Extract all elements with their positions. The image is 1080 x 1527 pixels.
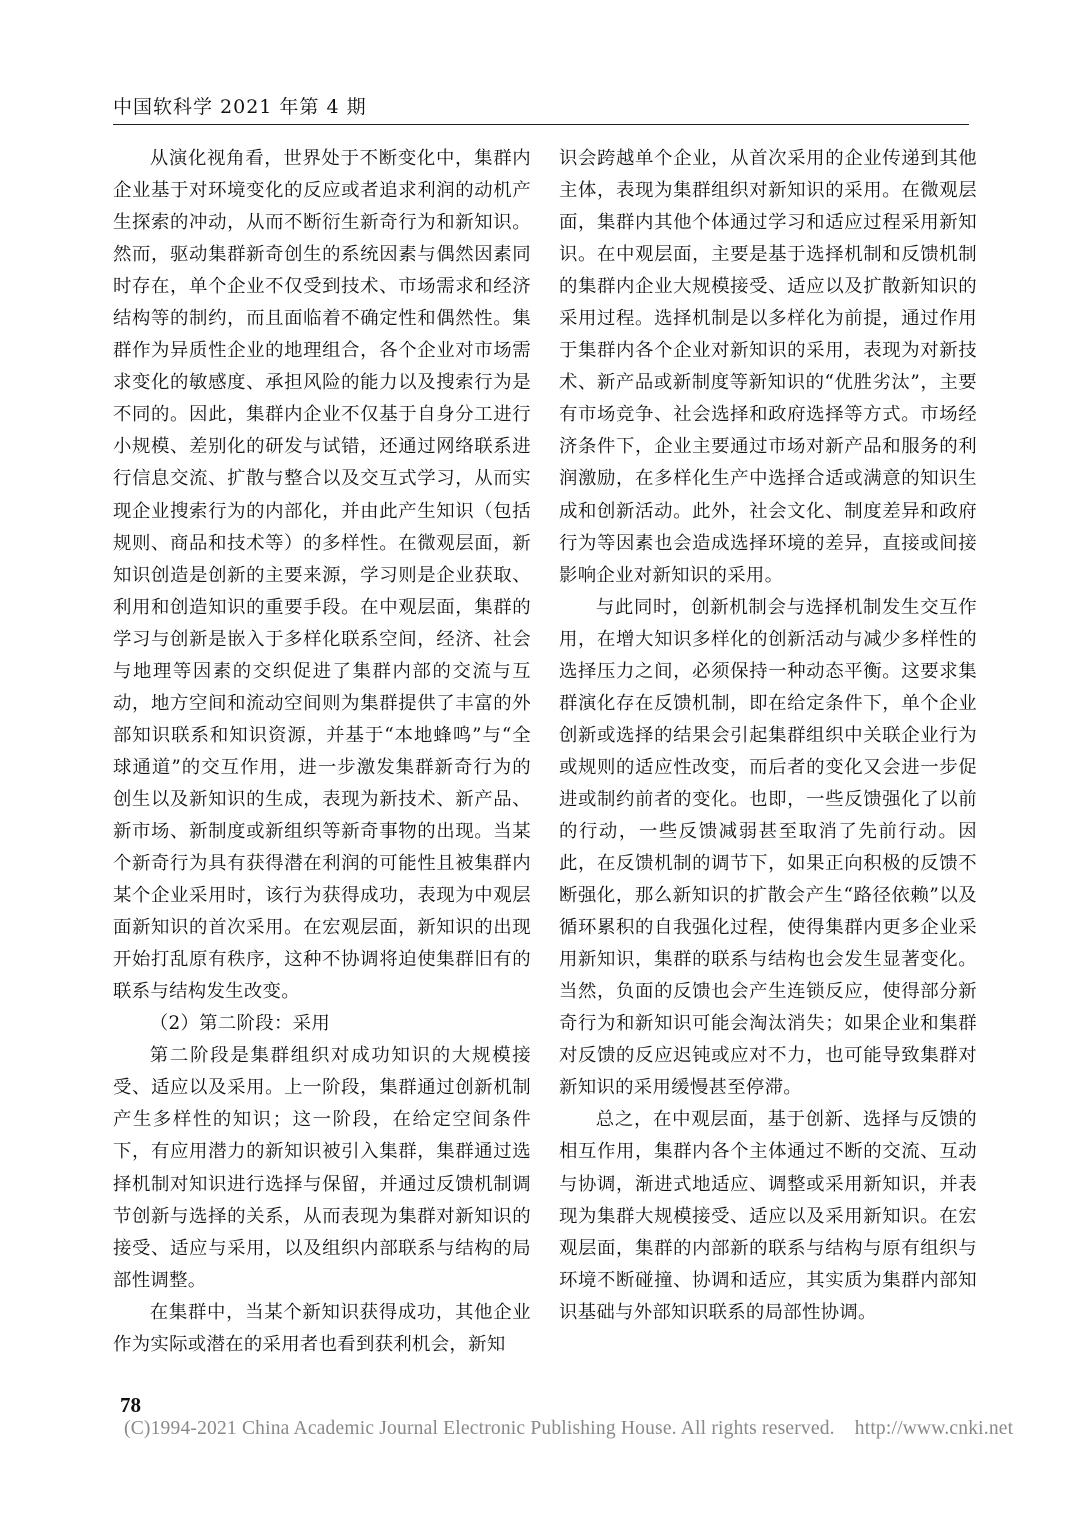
journal-header: 中国软科学 2021 年第 4 期 [113, 96, 367, 118]
header-divider [113, 124, 969, 125]
page-number: 78 [120, 1393, 141, 1417]
left-column [113, 143, 531, 1361]
paragraph: 从演化视角看，世界处于不断变化中，集群内企业基于对环境变化的反应或者追求利润的动机产生探索的冲动，从而不断衍生新奇行为和新知识。然而，驱动集群新奇创生的系统因素与偶然因素同时存在，单个企业不仅受到技术、市场需求和经济结构等的制约，而且面临着不确定性和偶然性。集群作为异质性企业的地理组合，各个企业对市场需求变化的敏感度、承担风险的能力以及搜索行为是不同的。因此，集群内企业不仅基于自身分工进行小规模、差别化的研发与试错，还通过网络联系进行信息交流、扩散与整合以及交互式学习，从而实现企业搜索行为的内部化，并由此产生知识（包括规则、商品和技术等）的多样性。在微观层面，新知识创造是创新的主要来源，学习则是企业获取、利用和创造知识的重要手段。在中观层面，集群的学习与创新是嵌入于多样化联系空间，经济、社会与地理等因素的交织促进了集群内部的交流与互动，地方空间和流动空间则为集群提供了丰富的外部知识联系和知识资源，并基于“本地蜂鸣”与“全球通道”的交互作用，进一步激发集群新奇行为的创生以及新知识的生成，表现为新技术、新产品、新市场、新制度或新组织等新奇事物的出现。当某个新奇行为具有获得潜在利润的可能性且被集群内某个企业采用时，该行为获得成功，表现为中观层面新知识的首次采用。在宏观层面，新知识的出现开始打乱原有秩序，这种不协调将迫使集群旧有的联系与结构发生改变。 [113, 148, 531, 1003]
right-column [559, 143, 977, 1329]
paragraph: 在集群中，当某个新知识获得成功，其他企业作为实际或潜在的采用者也看到获利机会，新知 [113, 1301, 531, 1355]
paragraph: 第二阶段是集群组织对成功知识的大规模接受、适应以及采用。上一阶段，集群通过创新机制产生多样性的知识；这一阶段，在给定空间条件下，有应用潜力的新知识被引入集群，集群通过选择机制对知识进行选择与保留，并通过反馈机制调节创新与选择的关系，从而表现为集群对新知识的接受、适应与采用，以及组织内部联系与结构的局部性调整。 [113, 1045, 531, 1291]
paragraph: 总之，在中观层面，基于创新、选择与反馈的相互作用，集群内各个主体通过不断的交流、互动与协调，渐进式地适应、调整或采用新知识，并表现为集群大规模接受、适应以及采用新知识。在宏观层面，集群的内部新的联系与结构与原有组织与环境不断碰撞、协调和适应，其实质为集群内部知识基础与外部知识联系的局部性协调。 [559, 1109, 977, 1323]
paragraph-continuation: 识会跨越单个企业，从首次采用的企业传递到其他主体，表现为集群组织对新知识的采用。在微观层面，集群内其他个体通过学习和适应过程采用新知识。在中观层面，主要是基于选择机制和反馈机制的集群内企业大规模接受、适应以及扩散新知识的采用过程。选择机制是以多样化为前提，通过作用于集群内各个企业对新知识的采用，表现为对新技术、新产品或新制度等新知识的“优胜劣汰”，主要有市场竞争、社会选择和政府选择等方式。市场经济条件下，企业主要通过市场对新产品和服务的利润激励，在多样化生产中选择合适或满意的知识生成和创新活动。此外，社会文化、制度差异和政府行为等因素也会造成选择环境的差异，直接或间接影响企业对新知识的采用。 [559, 148, 977, 586]
footer-url[interactable]: http://www.cnki.net [854, 1418, 1014, 1439]
copyright-text: (C)1994-2021 China Academic Journal Electronic Publishing House. All rights reserved. [124, 1418, 835, 1439]
copyright-footer [124, 1418, 1013, 1440]
section-subheading: （2）第二阶段：采用 [149, 1013, 331, 1035]
paragraph: 与此同时，创新机制会与选择机制发生交互作用，在增大知识多样化的创新活动与减少多样性的选择压力之间，必须保持一种动态平衡。这要求集群演化存在反馈机制，即在给定条件下，单个企业创新或选择的结果会引起集群组织中关联企业行为或规则的适应性改变，而后者的变化又会进一步促进或制约前者的变化。也即，一些反馈强化了以前的行动，一些反馈减弱甚至取消了先前行动。因此，在反馈机制的调节下，如果正向积极的反馈不断强化，那么新知识的扩散会产生“路径依赖”以及循环累积的自我强化过程，使得集群内更多企业采用新知识，集群的联系与结构也会发生显著变化。当然，负面的反馈也会产生连锁反应，使得部分新奇行为和新知识可能会淘汰消失；如果企业和集群对反馈的反应迟钝或应对不力，也可能导致集群对新知识的采用缓慢甚至停滞。 [559, 596, 977, 1099]
